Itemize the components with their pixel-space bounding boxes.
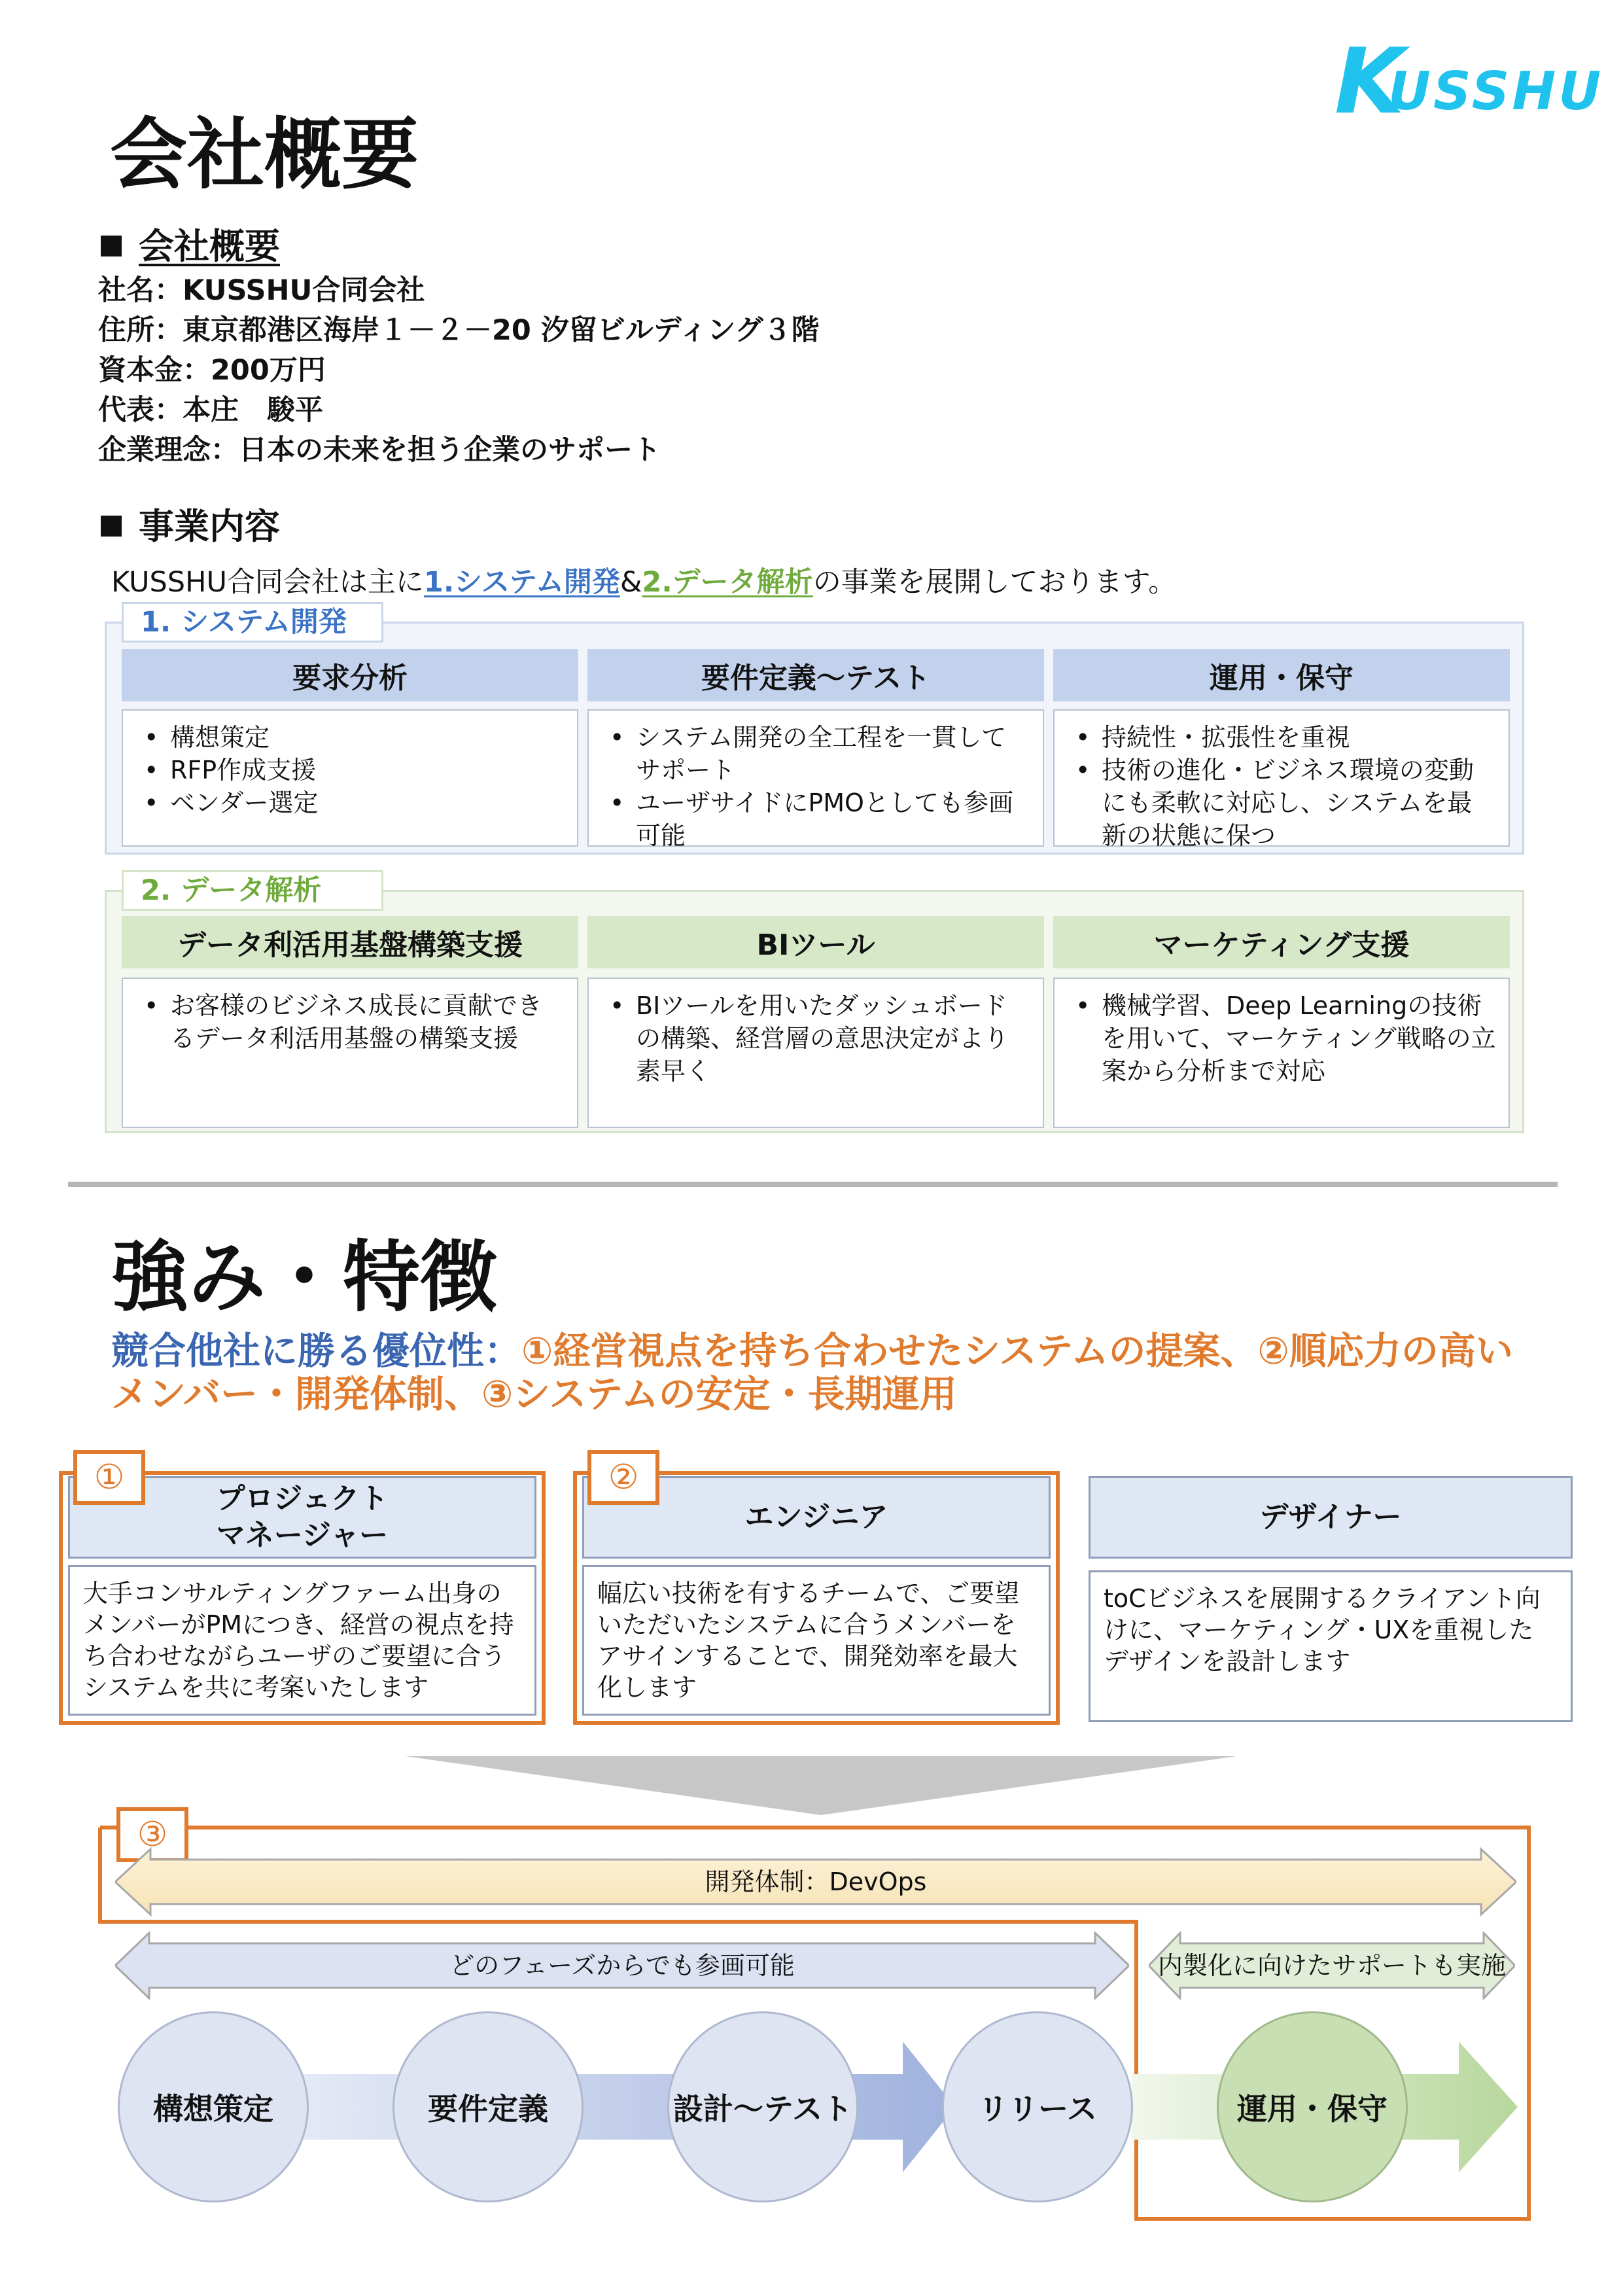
strength-number-1: ①	[73, 1450, 145, 1505]
strengths-claim: 競合他社に勝る優位性：①経営視点を持ち合わせたシステムの提案、②順応力の高い メンバー・開発体制、③システムの安定・長期運用	[111, 1330, 1513, 1416]
list-item: • RFP作成支援	[136, 754, 565, 786]
company-overview-title: 会社概要	[110, 109, 419, 200]
pm-card-body: 大手コンサルティングファーム出身のメンバーがPMにつき、経営の視点を持ち合わせながらユーザのご要望に合うシステムを共に考案いたします	[68, 1565, 536, 1716]
designer-card-title: デザイナー	[1089, 1476, 1573, 1559]
data-col-head: データ利活用基盤構築支援	[122, 916, 578, 968]
list-item: • 持続性・拡張性を重視	[1068, 721, 1497, 754]
system-col-head: 要求分析	[122, 649, 578, 701]
strengths-title: 強み・特徴	[111, 1232, 498, 1322]
system-col-body	[1053, 709, 1510, 850]
funnel-arrow-shape	[406, 1756, 1236, 1815]
overview-subheading: 会社概要	[101, 224, 280, 270]
pm-card-title: プロジェクト マネージャー	[68, 1476, 536, 1559]
data-analysis-link[interactable]: 2.データ解析	[642, 566, 813, 599]
system-col-head: 運用・保守	[1053, 649, 1510, 701]
system-dev-link[interactable]: 1.システム開発	[423, 566, 620, 599]
phase-circle: リリース	[942, 2011, 1133, 2202]
phase-circle: 要件定義	[393, 2011, 584, 2202]
logo-letter-k: K	[1335, 29, 1405, 134]
data-col-head: BIツール	[587, 916, 1044, 968]
square-bullet-icon	[101, 516, 122, 537]
info-row-name: 社名：KUSSHU合同会社	[98, 274, 425, 307]
list-item: • お客様のビジネス成長に貢献できるデータ利活用基盤の構築支援	[136, 989, 565, 1055]
logo-wordmark: USSHU	[1388, 61, 1604, 122]
phase-circle-maintenance: 運用・保守	[1217, 2011, 1408, 2202]
business-intro: KUSSHU合同会社は主に1.システム開発&2.データ解析の事業を展開しております。	[111, 566, 1177, 599]
info-row-philosophy: 企業理念：日本の未来を担う企業のサポート	[98, 434, 661, 467]
list-item: • ユーザサイドにPMOとしても参画可能	[602, 786, 1031, 852]
list-item: • ベンダー選定	[136, 786, 565, 819]
engineer-card-title: エンジニア	[582, 1476, 1051, 1559]
info-row-address: 住所：東京都港区海岸１－２－20 汐留ビルディング３階	[98, 314, 820, 347]
devops-label: 開発体制：DevOps	[705, 1867, 927, 1896]
designer-card-body: toCビジネスを展開するクライアント向けに、マーケティング・UXを重視したデザインを設計します	[1089, 1570, 1573, 1722]
section-divider	[68, 1182, 1558, 1187]
list-item: • 構想策定	[136, 721, 565, 754]
system-col-body	[122, 709, 578, 847]
kusshu-logo	[1335, 29, 1604, 134]
system-col-head: 要件定義～テスト	[587, 649, 1044, 701]
list-item: • システム開発の全工程を一貫してサポート	[602, 721, 1031, 786]
engineer-card-body: 幅広い技術を有するチームで、ご要望いただいたシステムに合うメンバーをアサインすることで、開発効率を最大化します	[582, 1565, 1051, 1716]
business-heading: 事業内容	[101, 504, 280, 550]
company-info-list	[98, 271, 1014, 470]
strength-number-2: ②	[587, 1450, 659, 1505]
info-row-capital: 資本金：200万円	[98, 354, 326, 387]
info-row-representative: 代表：本庄 駿平	[98, 394, 323, 427]
list-item: • BIツールを用いたダッシュボードの構築、経営層の意思決定がより素早く	[602, 989, 1031, 1087]
inhouse-label: 内製化に向けたサポートも実施	[1157, 1951, 1506, 1980]
strength-number-3: ③	[116, 1807, 188, 1862]
data-col-body	[122, 978, 578, 1128]
phase-circle: 構想策定	[118, 2011, 309, 2202]
square-bullet-icon	[101, 236, 122, 256]
data-col-head: マーケティング支援	[1053, 916, 1510, 968]
data-col-body	[587, 978, 1044, 1128]
list-item: • 技術の進化・ビジネス環境の変動にも柔軟に対応し、システムを最新の状態に保つ	[1068, 754, 1497, 852]
system-col-body	[587, 709, 1044, 850]
data-col-body	[1053, 978, 1510, 1128]
list-item: • 機械学習、Deep Learningの技術を用いて、マーケティング戦略の立案から分析まで対応	[1068, 989, 1497, 1087]
system-dev-tab: 1. システム開発	[122, 602, 383, 643]
phase-circle: 設計～テスト	[667, 2011, 858, 2202]
any-phase-label: どのフェーズからでも参画可能	[449, 1951, 795, 1980]
data-analysis-tab: 2. データ解析	[122, 870, 383, 911]
